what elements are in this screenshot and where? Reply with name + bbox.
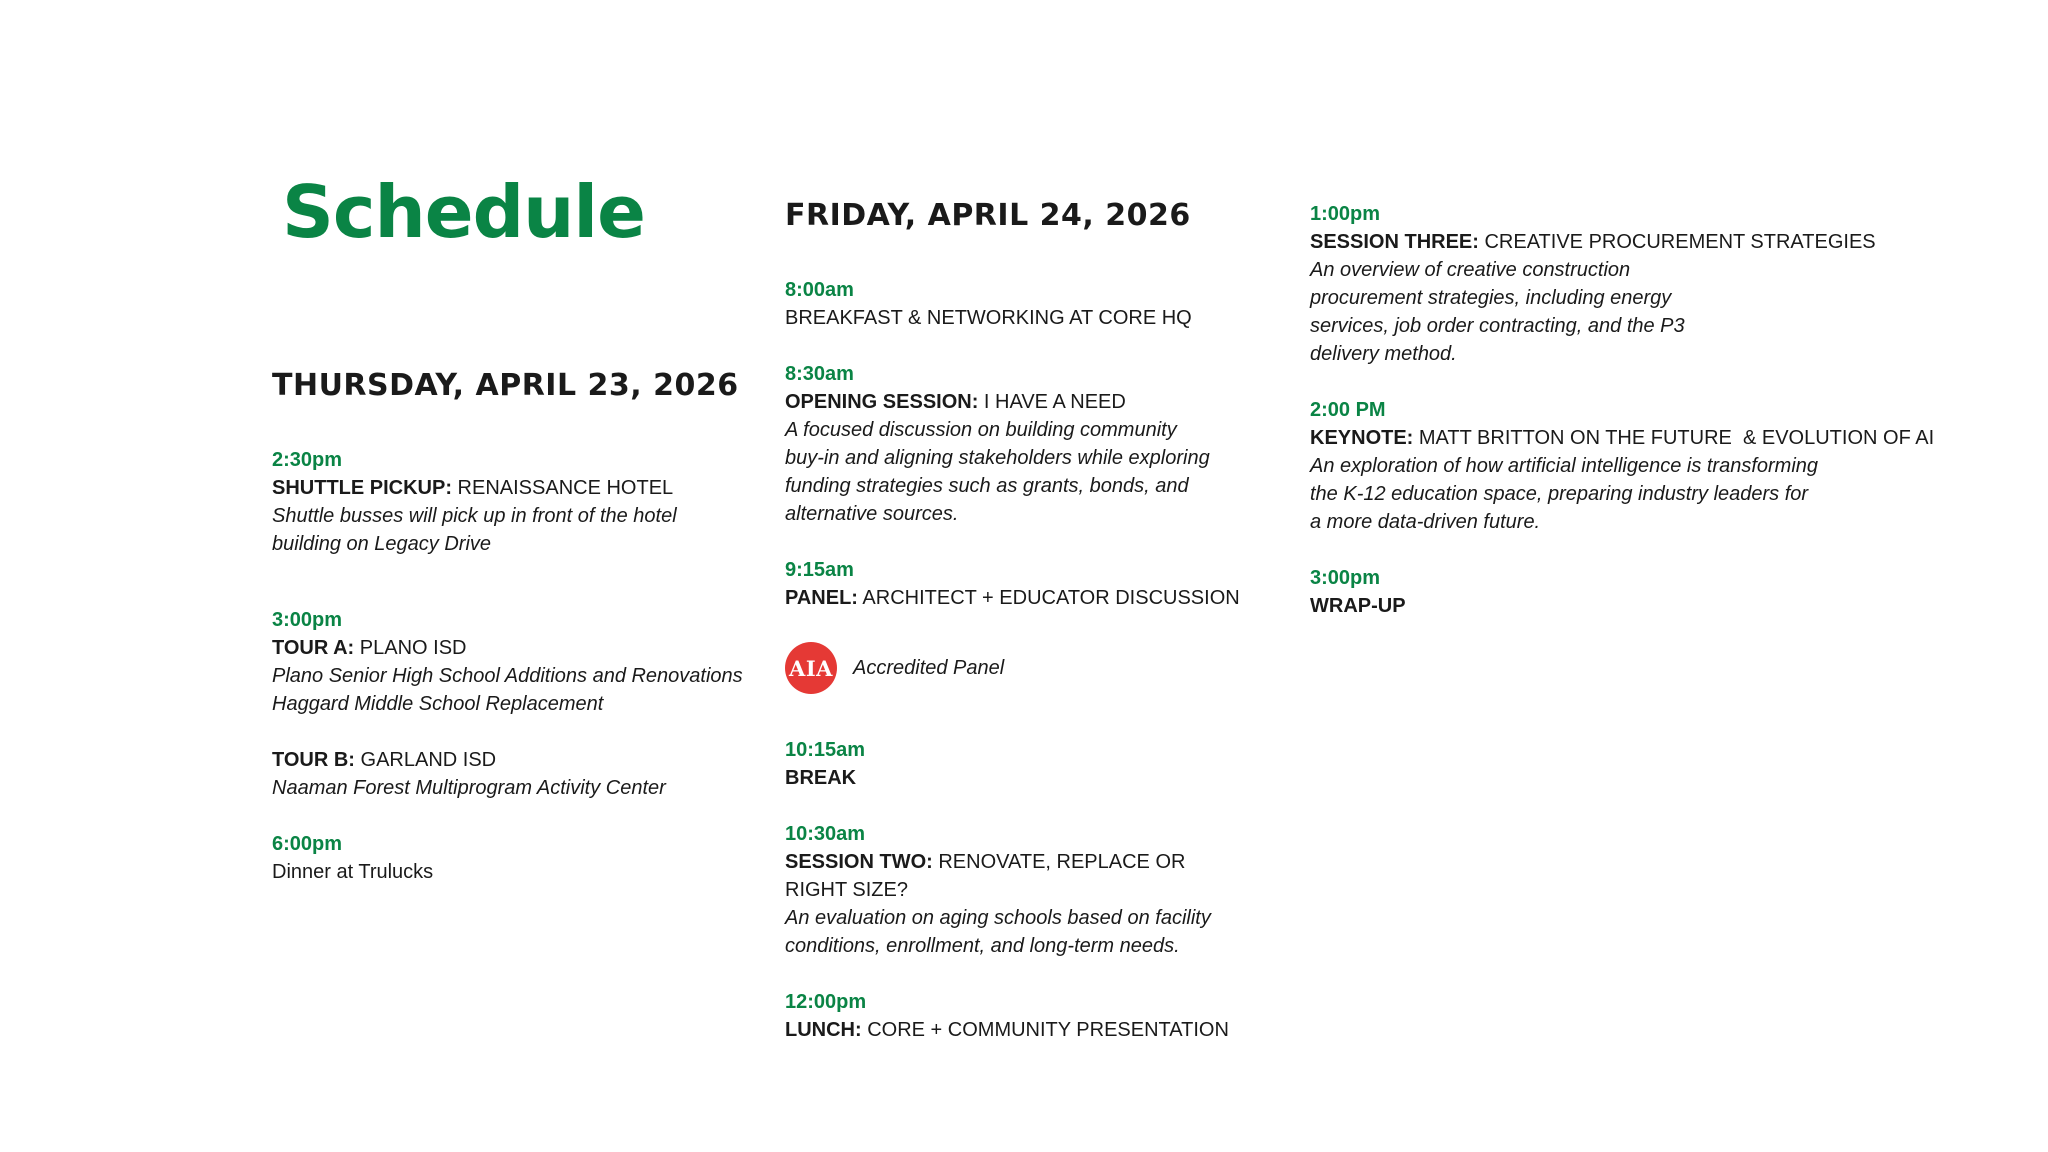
entry-title: Dinner at Trulucks [272, 861, 434, 883]
entry-label: SHUTTLE PICKUP: [272, 477, 452, 499]
entry-description: Shuttle busses will pick up in front of the hotel building on Legacy Drive [272, 505, 677, 555]
entry-title [1310, 424, 2010, 452]
thursday-heading: THURSDAY, APRIL 23, 2026 [272, 368, 739, 403]
entry-description: An exploration of how artificial intelligence is transforming the K-12 education space, preparing industry leaders for a more data-driven future. [1310, 455, 1819, 533]
schedule-entry [272, 746, 792, 802]
entry-description: An overview of creative construction procurement strategies, including energy services, job order contracting, and the P3 delivery method. [1310, 259, 1685, 365]
entry-title-text: GARLAND ISD [354, 749, 497, 771]
entry-title-text: PLANO ISD [354, 637, 467, 659]
entry-time: 8:00am [785, 279, 854, 301]
friday-heading: FRIDAY, APRIL 24, 2026 [785, 198, 1191, 233]
entry-label: OPENING SESSION: [785, 391, 979, 413]
schedule-entry [785, 556, 1305, 612]
entry-time: 2:30pm [272, 449, 343, 471]
entry-time: 10:15am [785, 739, 866, 761]
friday-afternoon-column [1310, 200, 2010, 648]
entry-time: 3:00pm [272, 609, 343, 631]
entry-description: An evaluation on aging schools based on facility conditions, enrollment, and long-term needs. [785, 907, 1211, 957]
entry-title-text: CREATIVE PROCUREMENT STRATEGIES [1478, 231, 1876, 253]
entry-title [785, 1016, 1305, 1044]
entry-description: Naaman Forest Multiprogram Activity Center [272, 777, 666, 799]
entry-title-text: MATT BRITTON ON THE FUTURE & EVOLUTION OF AI [1413, 427, 1935, 449]
schedule-entry [785, 820, 1305, 960]
entry-title-text: ARCHITECT + EDUCATOR DISCUSSION [857, 587, 1240, 609]
schedule-entry [785, 276, 1305, 332]
entry-title [272, 634, 792, 662]
schedule-entry [1310, 396, 2010, 536]
schedule-entry [785, 736, 1305, 792]
schedule-entry [272, 830, 792, 886]
entry-label: PANEL: [785, 587, 858, 609]
entry-title [272, 746, 792, 774]
entry-label: TOUR A: [272, 637, 355, 659]
entry-title-text: RENOVATE, REPLACE OR RIGHT SIZE? [785, 851, 1186, 901]
schedule-entry [785, 360, 1305, 528]
entry-time: 2:00 PM [1310, 399, 1386, 421]
entry-description: A focused discussion on building community buy-in and aligning stakeholders while exploring funding strategies such as grants, bonds, and alternative sources. [785, 419, 1210, 525]
schedule-entry [272, 606, 792, 718]
aia-logo: AIA [785, 642, 837, 694]
schedule-entry [1310, 200, 2010, 368]
entry-time: 3:00pm [1310, 567, 1381, 589]
aia-accreditation [785, 642, 1305, 694]
friday-column [785, 198, 1305, 1072]
schedule-entry [785, 988, 1305, 1044]
entry-label: KEYNOTE: [1310, 427, 1414, 449]
entry-time: 9:15am [785, 559, 854, 581]
aia-label: Accredited Panel [853, 656, 1005, 679]
entry-label: WRAP-UP [1310, 595, 1406, 617]
entry-time: 10:30am [785, 823, 866, 845]
schedule-entry [1310, 564, 2010, 620]
entry-title [785, 584, 1305, 612]
entry-title [785, 388, 1305, 416]
entry-label: SESSION TWO: [785, 851, 933, 873]
entry-label: TOUR B: [272, 749, 355, 771]
entry-label: BREAK [785, 767, 857, 789]
entry-time: 6:00pm [272, 833, 343, 855]
entry-label: SESSION THREE: [1310, 231, 1479, 253]
entry-description: Plano Senior High School Additions and Renovations Haggard Middle School Replacement [272, 665, 743, 715]
entry-title: BREAKFAST & NETWORKING AT CORE HQ [785, 307, 1192, 329]
entry-label: LUNCH: [785, 1019, 862, 1041]
entry-title-text: RENAISSANCE HOTEL [452, 477, 674, 499]
entry-time: 8:30am [785, 363, 854, 385]
entry-title [272, 474, 792, 502]
schedule-entry [272, 446, 792, 558]
entry-title [785, 848, 1305, 904]
entry-time: 1:00pm [1310, 203, 1381, 225]
entry-title-text: I HAVE A NEED [978, 391, 1126, 413]
entry-title [1310, 228, 2010, 256]
thursday-column [272, 368, 792, 914]
entry-title-text: CORE + COMMUNITY PRESENTATION [861, 1019, 1229, 1041]
entry-time: 12:00pm [785, 991, 867, 1013]
page-title: Schedule [282, 170, 645, 254]
